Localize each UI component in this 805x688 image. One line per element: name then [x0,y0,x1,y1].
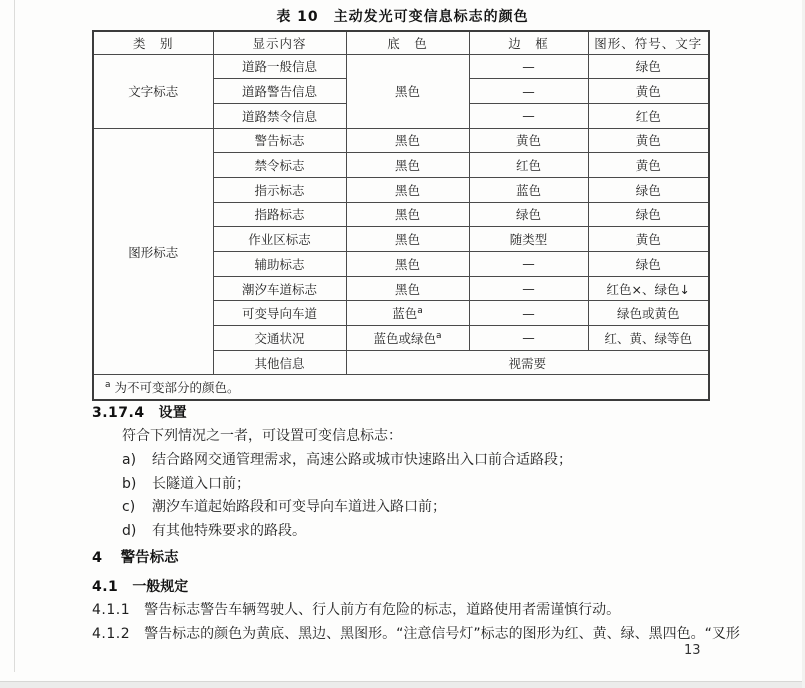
table-cell: 黄色 [588,227,709,252]
table-cell: 红色 [469,153,588,178]
table-cell: 文字标志 [93,54,213,128]
footnote-sup: a [105,380,111,391]
section-number: 4 [92,550,103,566]
scan-edge-left [14,0,15,672]
section-title: 设置 [158,405,187,421]
table-cell: 蓝色$^a$ [346,301,469,326]
table-cell: — [469,276,588,301]
cell-footnote-sup: a [417,306,423,317]
table-cell: 绿色 [469,202,588,227]
section-number: 3.17.4 [92,405,145,421]
table-cell: 随类型 [469,227,588,252]
sign-color-table [92,30,710,401]
table-cell: 黑色 [346,202,469,227]
table-cell: 红色 [588,103,709,128]
paragraph-text: 警告标志警告车辆驾驶人、行人前方有危险的标志，道路使用者需谨慎行动。 [144,602,621,618]
table-cell: 绿色或黄色 [588,301,709,326]
table-cell: 指示标志 [213,177,346,202]
table-header-background: 底 色 [346,31,469,54]
section-heading-3-17-4 [92,402,187,422]
list-text: 结合路网交通管理需求，高速公路或城市快速路出入口前合适路段； [152,452,572,468]
cell-footnote-sup: a [436,330,442,341]
table-cell: 禁令标志 [213,153,346,178]
table-cell: 辅助标志 [213,252,346,277]
table-cell: 黄色 [588,128,709,153]
table-header-content: 显示内容 [213,31,346,54]
table-cell: — [469,252,588,277]
table-cell: 道路一般信息 [213,54,346,79]
table-cell: — [469,54,588,79]
table-cell: — [469,79,588,104]
table-cell: 作业区标志 [213,227,346,252]
table-cell: 道路警告信息 [213,79,346,104]
paragraph-4-1-1 [92,599,620,619]
list-marker: d) [122,523,137,539]
section-number: 4.1.2 [92,626,131,642]
table-cell: 黑色 [346,153,469,178]
footnote-text: 为不可变部分的颜色。 [114,380,240,396]
table-cell: 红色×、绿色↓ [588,276,709,301]
list-item-a [122,449,572,469]
table-cell: 蓝色或绿色$^a$ [346,326,469,351]
table-cell: 警告标志 [213,128,346,153]
section-number: 4.1 [92,579,119,595]
table-cell: 黑色 [346,252,469,277]
table-cell: — [469,326,588,351]
table-cell: 绿色 [588,177,709,202]
table-cell: 黑色 [346,177,469,202]
table-cell: 黄色 [588,153,709,178]
table-cell: 其他信息 [213,350,346,375]
table-cell: 黑色 [346,227,469,252]
table-body [93,54,709,375]
table-cell: 图形标志 [93,128,213,375]
table-cell: 交通状况 [213,326,346,351]
list-marker: c) [122,499,136,515]
table-header-row [93,31,709,54]
table-cell: 黑色 [346,128,469,153]
list-text: 长隧道入口前； [152,476,250,492]
table-cell: 蓝色 [469,177,588,202]
table-cell: 可变导向车道 [213,301,346,326]
table-cell: — [469,301,588,326]
paragraph-4-1-2 [92,623,740,643]
list-item-c [122,496,446,516]
table-cell: 指路标志 [213,202,346,227]
chapter-heading-4 [92,546,179,567]
list-marker: a) [122,452,137,468]
page-number: 13 [684,643,701,658]
table-footnote [93,375,709,400]
list-text: 潮汐车道起始路段和可变导向车道进入路口前； [152,499,446,515]
scan-edge-bottom [0,681,805,688]
section-number: 4.1.1 [92,602,131,618]
section-title: 一般规定 [132,579,189,595]
table-cell: 黑色 [346,276,469,301]
table-cell: — [469,103,588,128]
table-cell: 道路禁令信息 [213,103,346,128]
table-row [93,128,709,153]
list-item-d [122,520,306,540]
table-cell: 绿色 [588,202,709,227]
table-cell: 黄色 [588,79,709,104]
table-cell: 潮汐车道标志 [213,276,346,301]
paragraph-text: 警告标志的颜色为黄底、黑边、黑图形。“注意信号灯”标志的图形为红、黄、绿、黑四色。“叉形 [144,626,740,642]
table-cell: 红、黄、绿等色 [588,326,709,351]
section-heading-4-1 [92,576,188,596]
list-text: 有其他特殊要求的路段。 [152,523,306,539]
table-cell: 绿色 [588,252,709,277]
table-cell: 视需要 [346,350,709,375]
table-cell: 绿色 [588,54,709,79]
list-item-b [122,473,250,493]
table-row [93,54,709,79]
section-title: 警告标志 [120,550,179,566]
table-header-category: 类 别 [93,31,213,54]
table-header-glyphs: 图形、符号、文字 [588,31,709,54]
table-footnote-row [93,375,709,400]
table-cell: 黄色 [469,128,588,153]
table-cell: 黑色 [346,54,469,128]
paragraph-intro: 符合下列情况之一者，可设置可变信息标志： [122,428,402,444]
list-marker: b) [122,476,137,492]
table-title: 表 10 主动发光可变信息标志的颜色 [276,9,529,25]
table-header-border: 边 框 [469,31,588,54]
